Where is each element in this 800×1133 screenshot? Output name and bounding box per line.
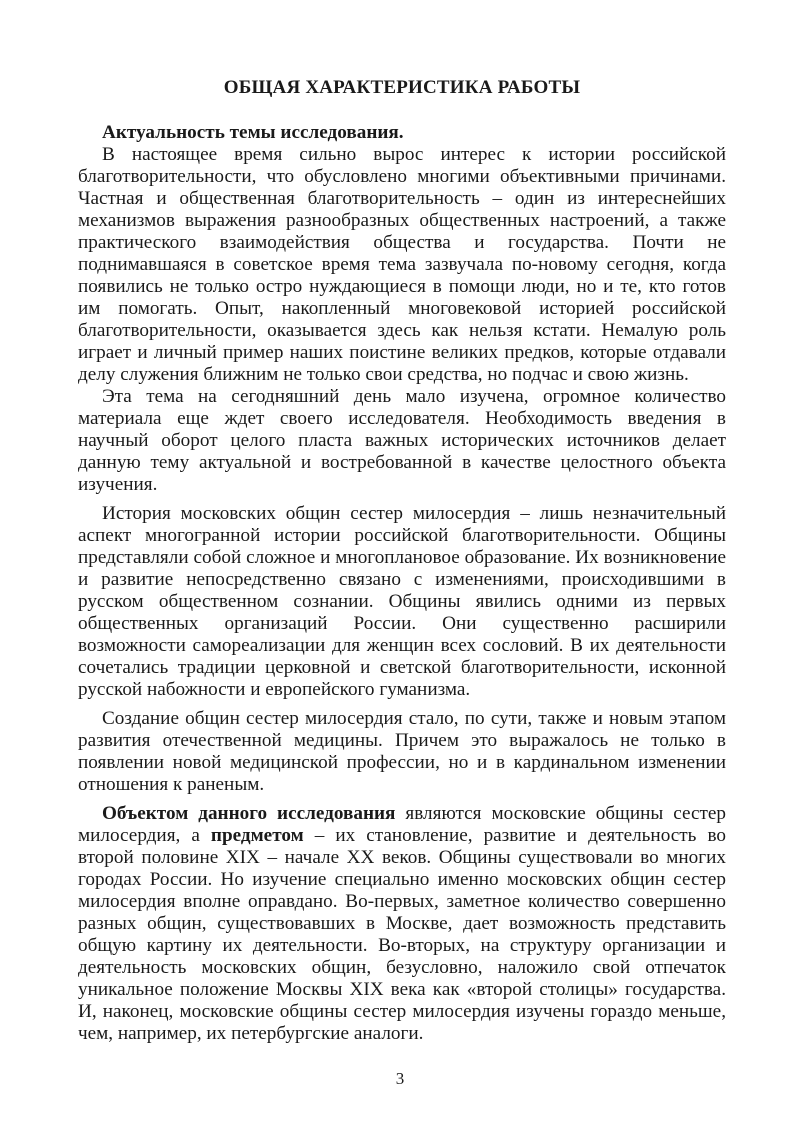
- section-heading: Актуальность темы исследования.: [102, 122, 404, 143]
- page-number: 3: [395, 1069, 405, 1088]
- subject-term: предметом: [210, 825, 304, 846]
- paragraph-4: Создание общин сестер милосердия стало, по сути, также и новым этапом развития отечественной медицины. Причем это выражалось не только в появлении новой медицинской профессии, но и в кардинальном изменении отношения к раненым.: [78, 708, 726, 795]
- paragraph-2: Эта тема на сегодняшний день мало изучена, огромное количество материала еще ждет своего исследователя. Необходимость введения в научный оборот целого пласта важных исторических источников делает данную тему актуальной и востребованной в качестве целостного объекта изучения.: [78, 386, 726, 495]
- object-term: Объектом данного исследования: [102, 803, 396, 824]
- object-text-2: – их становление, развитие и деятельность во второй половине XIX – начале XX веков. Общины существовали во многих городах России. Но изучение специально именно московских общин сестер милосердия вполне оправдано. Во-первых, заметное количество совершенно разных общин, существовавших в Москве, дает возможность представить общую картину их деятельности. Во-вторых, на структуру организации и деятельность московских общин, безусловно, наложило свой отпечаток уникальное положение Москвы XIX века как «второй столицы» государства. И, наконец, московские общины сестер милосердия изучены гораздо меньше, чем, например, их петербургские аналоги.: [78, 825, 726, 1044]
- paragraph-3: История московских общин сестер милосердия – лишь незначительный аспект многогранной истории российской благотворительности. Общины представляли собой сложное и многоплановое образование. Их возникновение и развитие непосредственно связано с изменениями, происходившими в русском общественном сознании. Общины явились одними из первых общественных организаций России. Они существенно расширили возможности самореализации для женщин всех сословий. В их деятельности сочетались традиции церковной и светской благотворительности, исконной русской набожности и европейского гуманизма.: [78, 503, 726, 700]
- paragraph-1: В настоящее время сильно вырос интерес к истории российской благотворительности, что обусловлено многими объективными причинами. Частная и общественная благотворительность – один из интереснейших механизмов выражения разнообразных общественных настроений, а также практического взаимодействия общества и государства. Почти не поднимавшаяся в советское время тема зазвучала по-новому сегодня, когда появились не только остро нуждающиеся в помощи люди, но и те, кто готов им помогать. Опыт, накопленный многовековой историей российской благотворительности, оказывается здесь как нельзя кстати. Немалую роль играет и личный пример наших поистине великих предков, которые отдавали делу служения ближним не только свои средства, но подчас и свою жизнь.: [78, 144, 726, 385]
- object-text-1: являются московские общины сестер милосердия, а: [78, 803, 726, 846]
- page-title: ОБЩАЯ ХАРАКТЕРИСТИКА РАБОТЫ: [223, 77, 581, 98]
- document-page: [78, 76, 726, 1052]
- object-paragraph: [78, 803, 726, 1045]
